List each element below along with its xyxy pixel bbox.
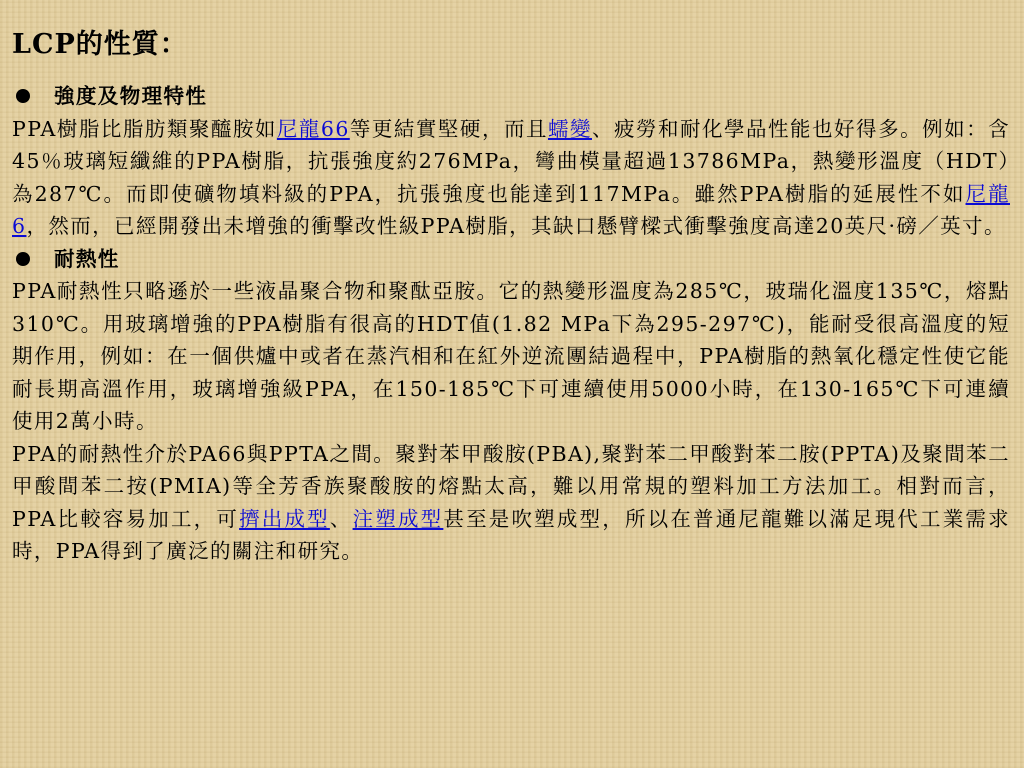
section-heading-label: 強度及物理特性 xyxy=(54,84,208,108)
text-run: 甚至是吹塑成型，所以在普通尼龍難以滿足現代工業需求時，PPA得到了廣泛的關注和研究。 xyxy=(12,506,1010,563)
text-run: PPA的耐熱性介於PA66與PPTA之間。聚對苯甲酸胺(PBA),聚對苯二甲酸對苯二胺(PPTA)及聚間苯二甲酸間苯二按(PMIA)等全芳香族聚酸胺的熔點太高，難以用常規的塑料加工方法加工。相對而言，PPA比較容易加工，可 xyxy=(12,441,1010,531)
paragraph-heat-resistance: PPA耐熱性只略遜於一些液晶聚合物和聚酞亞胺。它的熱變形溫度為285℃，玻瑞化溫度135℃，熔點310℃。用玻璃增強的PPA樹脂有很高的HDT值(1.82 MPa下為295-297℃)，能耐受很高溫度的短期作用，例如：在一個供爐中或者在蒸汽相和在紅外逆流團結過程中，PPA樹脂的熱氧化穩定性使它能耐長期高溫作用，玻璃增強級PPA，在150-185℃下可連續使用5000小時，在130-165℃下可連續使用2萬小時。 xyxy=(12,279,1011,433)
text-run: 、 xyxy=(329,506,353,531)
text-run: 等更結實堅硬，而且 xyxy=(349,116,548,141)
slide-title: LCP的性質： xyxy=(12,29,188,60)
section-heading-heat-resistance xyxy=(12,243,1010,276)
link-nylon6[interactable]: 尼龍6 xyxy=(12,181,1010,238)
slide-content xyxy=(12,80,1010,568)
text-run: 、疲勞和耐化學品性能也好得多。例如：含 45％玻璃短纖維的PPA樹脂，抗張強度約276MPa，彎曲模量超過13786MPa，熱變形溫度（HDT）為287℃。而即使礦物填料級的PPA，抗張強度也能達到117MPa。雖然PPA樹脂的延展性不如 xyxy=(12,116,1010,206)
section-heading-label: 耐熱性 xyxy=(54,246,120,271)
link-extrusion-molding[interactable]: 擠出成型 xyxy=(239,506,330,531)
bullet-icon xyxy=(16,252,30,266)
section-heading-strength xyxy=(12,80,1010,113)
text-run: PPA樹脂比脂肪類聚醯胺如 xyxy=(12,116,277,141)
link-injection-molding[interactable]: 注塑成型 xyxy=(352,506,444,531)
paragraph-processing xyxy=(12,438,1010,568)
bullet-icon xyxy=(16,89,30,103)
text-run: ，然而，已經開發出未增強的衝擊改性級PPA樹脂，其缺口懸臂樑式衝擊強度高達20英尺·磅／英寸。 xyxy=(26,214,1006,238)
paragraph-strength xyxy=(12,113,1010,243)
link-nylon66[interactable]: 尼龍66 xyxy=(276,116,350,141)
link-creep[interactable]: 蠕變 xyxy=(547,116,592,141)
